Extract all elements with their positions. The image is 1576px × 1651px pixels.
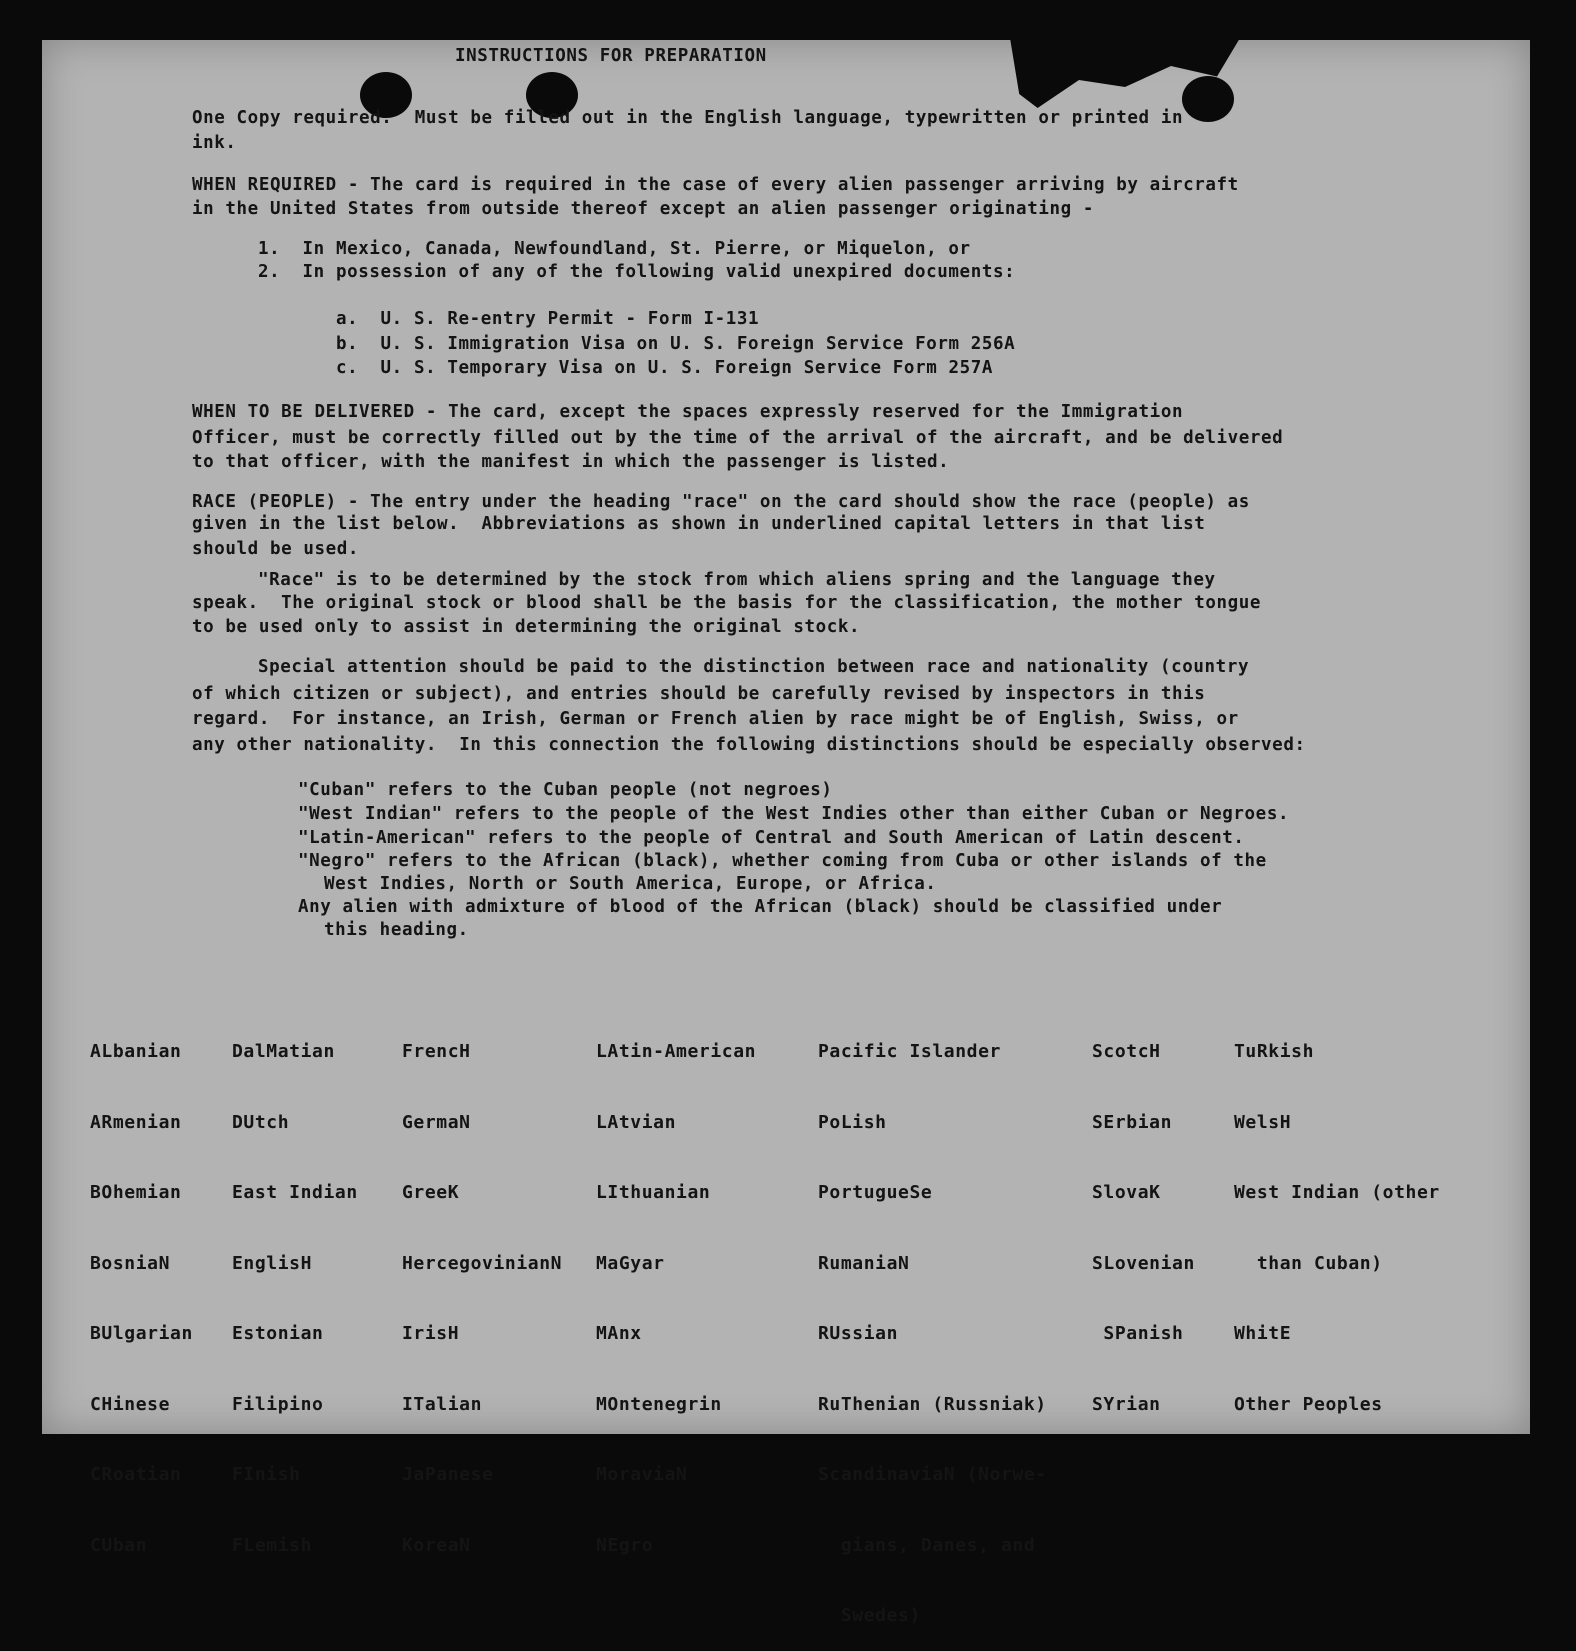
race-list-item: BosniaN [90, 1252, 171, 1274]
race-list-item: Other Peoples [1234, 1393, 1383, 1415]
race-list-item: SlovaK [1092, 1182, 1161, 1203]
race-list-column-2 [232, 993, 358, 1581]
race-list-item: BOhemian [90, 1182, 182, 1203]
race-list-item: SPanish [1092, 1323, 1184, 1344]
race-list-item: DalMatian [232, 1041, 335, 1062]
when-delivered-line: Officer, must be correctly filled out by the time of the arrival of the aircraft, and be delivered [192, 428, 1284, 448]
race-list-column-1 [90, 993, 193, 1581]
race-list-item: DUtch [232, 1111, 290, 1133]
list-item: 1. In Mexico, Canada, Newfoundland, St. Pierre, or Miquelon, or [258, 239, 971, 259]
intro-line: ink. [192, 133, 237, 153]
race-list-item: MoraviaN [596, 1464, 688, 1485]
sub-list-item: a. U. S. Re-entry Permit - Form I-131 [336, 309, 760, 329]
page-title: INSTRUCTIONS FOR PREPARATION [455, 46, 767, 66]
race-line: Special attention should be paid to the distinction between race and nationality (country [258, 657, 1250, 677]
race-list-item: gians, Danes, and [818, 1534, 1036, 1556]
race-list-item: RUssian [818, 1323, 899, 1344]
race-list-item: FrencH [402, 1041, 471, 1062]
race-list-item: West Indian (other [1234, 1182, 1440, 1203]
race-list-item: East Indian [232, 1182, 358, 1203]
race-list-item: ALbanian [90, 1041, 182, 1062]
race-line: of which citizen or subject), and entries should be carefully revised by inspectors in this [192, 684, 1206, 704]
race-line: "Race" is to be determined by the stock from which aliens spring and the language they [258, 570, 1216, 590]
distinction-line: Any alien with admixture of blood of the African (black) should be classified under [298, 897, 1223, 917]
race-list-item: BUlgarian [90, 1323, 193, 1344]
when-delivered-line: to that officer, with the manifest in which the passenger is listed. [192, 452, 950, 472]
race-line: should be used. [192, 539, 360, 559]
race-list-item: HercegovinianN [402, 1252, 563, 1274]
race-list-item: LAtvian [596, 1111, 677, 1133]
distinction-line: "Latin-American" refers to the people of Central and South American of Latin descent. [298, 828, 1245, 848]
race-list-item: GermaN [402, 1111, 471, 1133]
race-list-item: Swedes) [818, 1605, 921, 1626]
sub-list-item: b. U. S. Immigration Visa on U. S. Foreign Service Form 256A [336, 334, 1016, 354]
race-line: regard. For instance, an Irish, German or French alien by race might be of English, Swiss, or [192, 709, 1239, 729]
race-list-item: WelsH [1234, 1111, 1292, 1133]
race-list-item: SLovenian [1092, 1252, 1195, 1274]
intro-line: One Copy required. Must be filled out in the English language, typewritten or printed in [192, 108, 1184, 128]
when-required-line: WHEN REQUIRED - The card is required in the case of every alien passenger arriving by aircraft [192, 175, 1239, 195]
race-list-item: IrisH [402, 1323, 460, 1344]
race-list-item: SErbian [1092, 1111, 1173, 1133]
race-list-item: PoLish [818, 1111, 887, 1133]
race-list-column-6 [1092, 993, 1195, 1440]
distinction-line: West Indies, North or South America, Europe, or Africa. [324, 874, 937, 894]
race-list-item: KoreaN [402, 1534, 471, 1556]
race-list-item: CUban [90, 1534, 148, 1556]
race-list-column-4 [596, 993, 756, 1581]
race-list-item: MOntenegrin [596, 1393, 722, 1415]
race-list-item: MAnx [596, 1323, 642, 1344]
race-list-item: ScotcH [1092, 1041, 1161, 1062]
race-list-item: CRoatian [90, 1464, 182, 1485]
race-list-item: MaGyar [596, 1252, 665, 1274]
race-list-column-3 [402, 993, 562, 1581]
race-line: speak. The original stock or blood shall be the basis for the classification, the mother tongue [192, 593, 1262, 613]
race-list-item: GreeK [402, 1182, 460, 1203]
race-list-item: Pacific Islander [818, 1041, 1001, 1062]
race-list-item: Estonian [232, 1323, 324, 1344]
race-list-item: CHinese [90, 1393, 171, 1415]
race-list-column-7 [1234, 993, 1440, 1440]
race-list-item: NEgro [596, 1534, 654, 1556]
race-list-item: LAtin-American [596, 1041, 757, 1062]
distinction-line: "Cuban" refers to the Cuban people (not negroes) [298, 780, 833, 800]
race-line: given in the list below. Abbreviations as shown in underlined capital letters in that list [192, 514, 1206, 534]
race-list-item: RumaniaN [818, 1252, 910, 1274]
when-delivered-line: WHEN TO BE DELIVERED - The card, except the spaces expressly reserved for the Immigration [192, 402, 1184, 422]
list-item: 2. In possession of any of the following valid unexpired documents: [258, 262, 1016, 282]
distinction-line: "West Indian" refers to the people of the West Indies other than either Cuban or Negroes. [298, 804, 1290, 824]
distinction-line: "Negro" refers to the African (black), whether coming from Cuba or other islands of the [298, 851, 1267, 871]
race-line: any other nationality. In this connection the following distinctions should be especially observed: [192, 735, 1306, 755]
distinction-line: this heading. [324, 920, 469, 940]
race-line: to be used only to assist in determining the original stock. [192, 617, 861, 637]
race-list-item: ITalian [402, 1393, 483, 1415]
race-list-item: SYrian [1092, 1393, 1161, 1415]
when-required-line: in the United States from outside thereof except an alien passenger originating - [192, 199, 1095, 219]
race-list-item: Filipino [232, 1393, 324, 1415]
race-list-item: FLemish [232, 1534, 313, 1556]
race-line: RACE (PEOPLE) - The entry under the heading "race" on the card should show the race (people) as [192, 492, 1250, 512]
race-list-item: ScandinaviaN (Norwe- [818, 1464, 1047, 1485]
race-list-item: PortugueSe [818, 1182, 933, 1203]
race-list-item: FInish [232, 1464, 301, 1485]
race-list-item: JaPanese [402, 1464, 494, 1485]
race-list-item: EnglisH [232, 1252, 313, 1274]
punch-hole [1182, 76, 1234, 122]
race-list-item: TuRkish [1234, 1041, 1315, 1062]
race-list-item: than Cuban) [1234, 1252, 1383, 1274]
race-list-item: RuThenian (Russniak) [818, 1393, 1047, 1415]
race-list-item: LIthuanian [596, 1182, 711, 1203]
sub-list-item: c. U. S. Temporary Visa on U. S. Foreign Service Form 257A [336, 358, 994, 378]
race-list-item: ARmenian [90, 1111, 182, 1133]
race-list-item: WhitE [1234, 1323, 1292, 1344]
race-list-column-5 [818, 993, 1047, 1651]
